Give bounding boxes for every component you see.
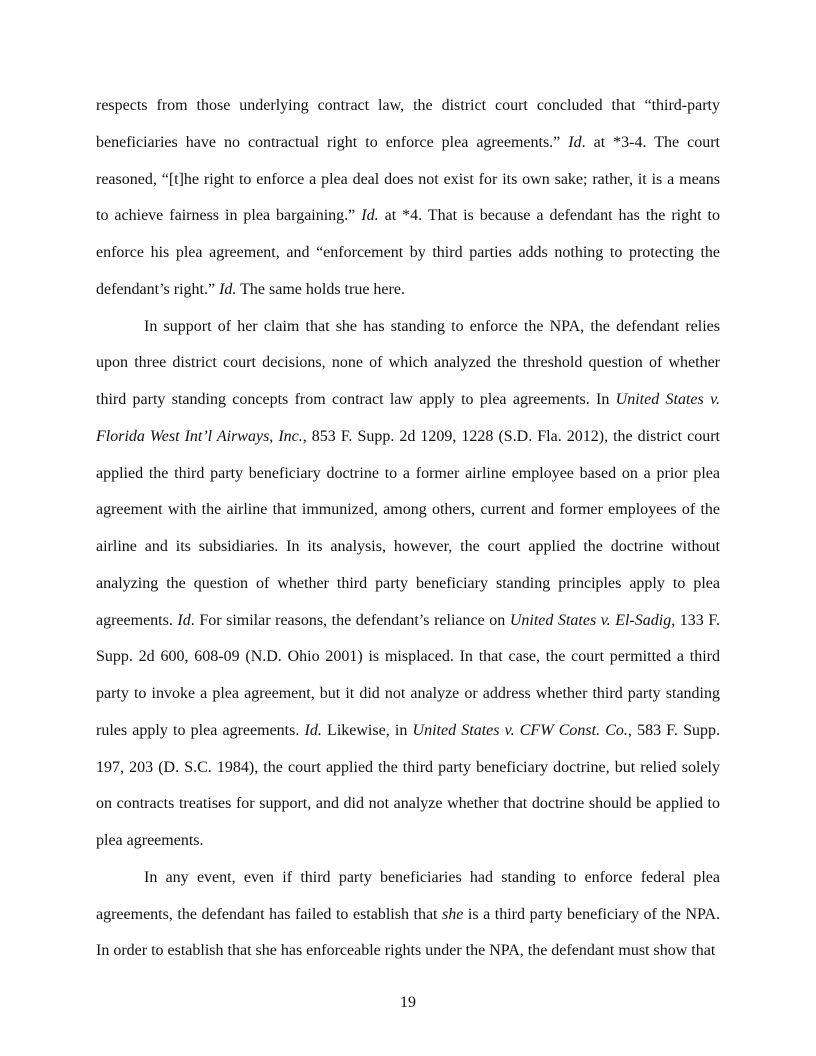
text-run: respects from those underlying contract law, the district court concluded that “third-party beneficiaries have no contractual right to enforce plea agreements.” [96,97,720,151]
text-run: . at *3-4. The court reasoned, “[t]he right to enforce a plea deal does not exist for its own sake; rather, it is a means to achieve fairness in plea bargaining.” [96,133,720,225]
text-run: The same holds true here. [236,280,405,298]
text-run: In support of her claim that she has standing to enforce the NPA, the defendant relies upon three district court decisions, none of which analyzed the threshold question of whether third party standing concepts from contract law apply to plea agreements. In [96,317,720,408]
text-run: , 853 F. Supp. 2d 1209, 1228 (S.D. Fla. 2012), the district court applied the third party beneficiary doctrine to a former airline employee based on a prior plea agreement with the airline that immunized, among others, current and former employees of the airline and its subsidiaries. In its analysis, however, the court applied the doctrine without analyzing the question of whether third party beneficiary standing principles apply to plea agreements. [96,427,720,629]
text-run: is a third party beneficiary of the NPA. In order to establish that she has enforceable rights under the NPA, the defendant must show that [96,905,720,960]
citation-id: Id. [219,280,237,298]
page-number: 19 [400,994,416,1011]
citation-id: Id [177,611,191,629]
text-run: . For similar reasons, the defendant’s reliance on [190,611,510,629]
case-name: United States v. El-Sadig [509,611,672,629]
text-run: , 583 F. Supp. 197, 203 (D. S.C. 1984), the court applied the third party beneficiary doctrine, but relied solely on contracts treatises for support, and did not analyze whether that doctrine should be applied to plea agreements. [96,721,720,849]
document-body [96,88,720,970]
citation-id: Id. [304,721,322,739]
citation-id: Id [568,133,582,151]
case-name: United States v. Florida West Int’l Airways, Inc. [96,391,720,445]
emphasis: she [442,905,464,923]
citation-id: Id. [361,207,379,225]
text-run: In any event, even if third party beneficiaries had standing to enforce federal plea agreements, the defendant has failed to establish that [96,868,720,923]
text-run: Likewise, in [321,721,413,739]
paragraph-2 [96,309,720,860]
paragraph-3 [96,860,720,970]
case-name: United States v. CFW Const. Co. [412,721,628,739]
paragraph-1 [96,88,720,309]
text-run: at *4. That is because a defendant has the right to enforce his plea agreement, and “enforcement by third parties adds nothing to protecting the defendant’s right.” [96,207,720,298]
text-run: , 133 F. Supp. 2d 600, 608-09 (N.D. Ohio 2001) is misplaced. In that case, the court permitted a third party to invoke a plea agreement, but it did not analyze or address whether third party standing rules apply to plea agreements. [96,611,720,739]
